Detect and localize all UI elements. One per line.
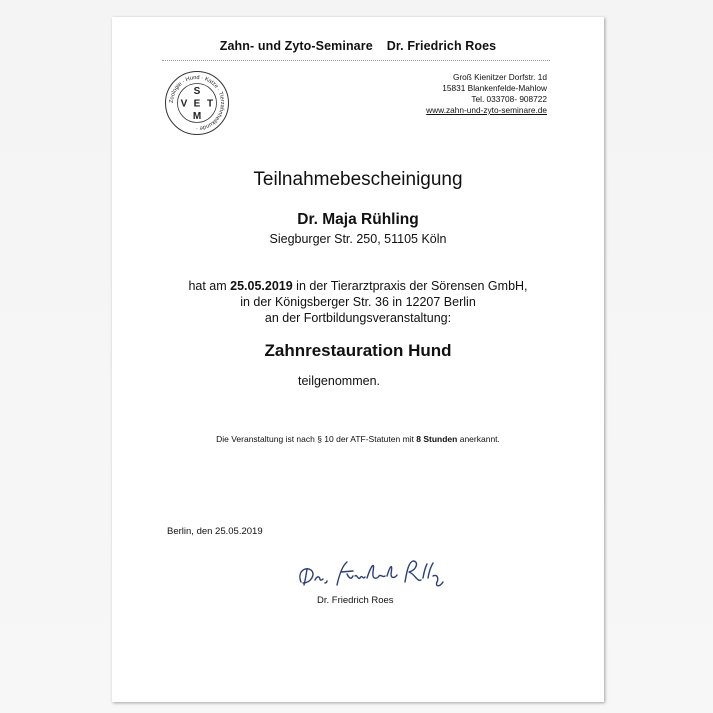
course-title: Zahnrestauration Hund [264,341,452,360]
seal-letter: T [206,98,214,110]
seal-letter: E [193,98,201,110]
letterhead-person: Dr. Friedrich Roes [386,39,497,53]
seal-letter: S [193,86,201,97]
attendance-statement [112,278,604,326]
letterhead-divider [162,60,550,61]
statement-line-1: hat am 25.05.2019 in der Tierarztpraxis der Sörensen GmbH, [188,279,528,293]
seal-ring-text: Zoologie · Hund · Katze · Tierzahnheilkunde · [168,74,226,132]
statement-line-2: in der Königsberger Str. 36 in 12207 Berlin [240,295,476,309]
participant-address: Siegburger Str. 250, 51105 Köln [269,232,447,246]
seal-letter: V [180,98,188,110]
participant-name: Dr. Maja Rühling [297,211,419,228]
seal-letter: M [192,111,202,122]
place-and-date: Berlin, den 25.05.2019 [167,526,263,537]
letterhead-title [112,39,604,53]
event-date: 25.05.2019 [230,279,293,293]
completion-text: teilgenommen. [298,374,380,388]
certificate-title: Teilnahmebescheinigung [253,169,463,190]
handwritten-signature [287,552,447,592]
address-city: 15831 Blankenfelde-Mahlow [442,83,547,93]
address-phone: Tel. 033708- 908722 [471,94,547,104]
address-street: Groß Kienitzer Dorfstr. 1d [452,72,547,82]
signer-name: Dr. Friedrich Roes [317,595,394,606]
accreditation-note: Die Veranstaltung ist nach § 10 der ATF-Statuten mit 8 Stunden anerkannt. [216,434,500,444]
credit-hours: 8 Stunden [416,434,458,444]
website-link[interactable]: www.zahn-und-zyto-seminare.de [426,105,547,115]
certificate-page [112,17,604,702]
svetm-seal-logo [164,70,230,136]
sender-address [426,72,547,116]
letterhead-org: Zahn- und Zyto-Seminare [219,39,373,53]
statement-line-3: an der Fortbildungsveranstaltung: [264,311,452,325]
